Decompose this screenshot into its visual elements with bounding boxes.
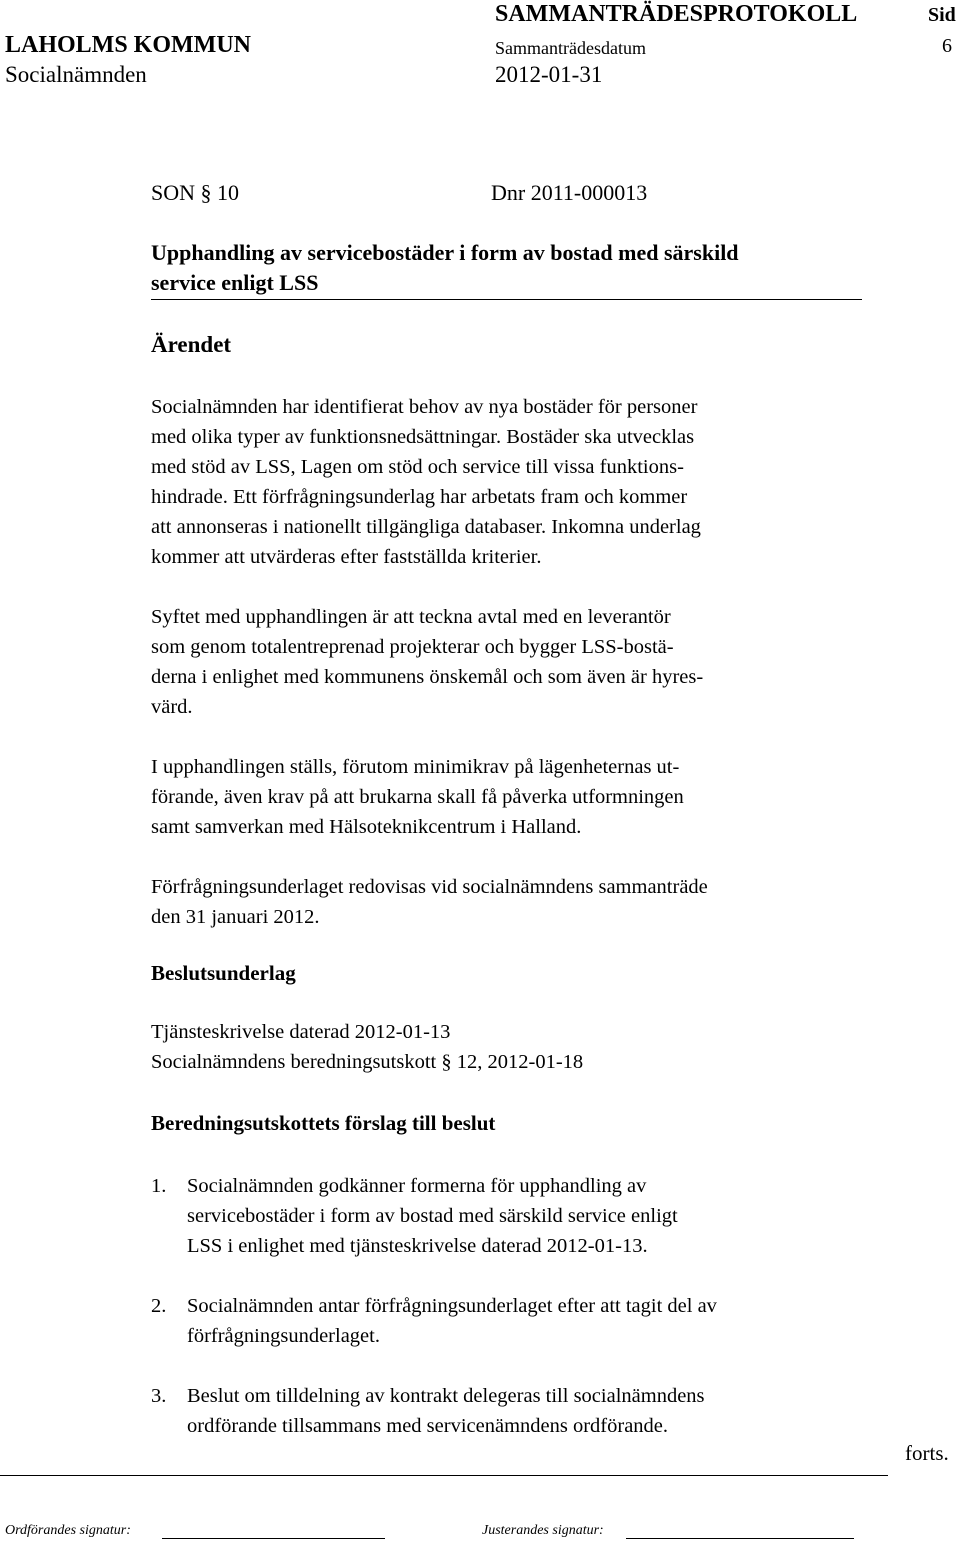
text-line: I upphandlingen ställs, förutom minimikrav på lägenheternas ut- [151, 756, 680, 778]
footer-rule [0, 1475, 888, 1476]
title-underline [151, 299, 862, 300]
text-line: förande, även krav på att brukarna skall få påverka utformningen [151, 786, 684, 808]
chair-signature-line [162, 1538, 385, 1539]
case-number: SON § 10 [151, 180, 240, 205]
chair-signature-label: Ordförandes signatur: [5, 1523, 131, 1538]
beslutsunderlag-line-2: Socialnämndens beredningsutskott § 12, 2012-01-18 [151, 1051, 584, 1073]
text-line: Förfrågningsunderlaget redovisas vid socialnämndens sammanträde [151, 876, 708, 898]
adjuster-signature-line [626, 1538, 854, 1539]
text-line: samt samverkan med Hälsoteknikcentrum i Halland. [151, 816, 582, 838]
text-line: Syftet med upphandlingen är att teckna avtal med en leverantör [151, 606, 671, 628]
text-line: den 31 januari 2012. [151, 906, 320, 928]
date-label: Sammanträdesdatum [495, 38, 646, 58]
arendet-paragraph-1 [151, 392, 860, 572]
text-line: ordförande tillsammans med servicenämndens ordförande. [187, 1415, 669, 1437]
item-number: 2. [151, 1295, 167, 1317]
arendet-paragraph-3 [151, 752, 860, 842]
decision-item-2 [151, 1291, 860, 1351]
text-line: med olika typer av funktionsnedsättningar. Bostäder ska utvecklas [151, 426, 695, 448]
adjuster-signature-label: Justerandes signatur: [482, 1523, 604, 1538]
text-line: med stöd av LSS, Lagen om stöd och service till vissa funktions- [151, 456, 684, 478]
forslag-heading: Beredningsutskottets förslag till beslut [151, 1111, 496, 1135]
item-number: 3. [151, 1385, 167, 1407]
continued-marker: forts. [905, 1441, 949, 1465]
item-number: 1. [151, 1175, 167, 1197]
committee-name: Socialnämnden [5, 62, 147, 87]
arendet-paragraph-2 [151, 602, 860, 722]
text-line: Socialnämnden antar förfrågningsunderlaget efter att tagit del av [187, 1295, 717, 1317]
sid-label: Sid [928, 4, 956, 26]
text-line: förfrågningsunderlaget. [187, 1325, 380, 1347]
beslutsunderlag-line-1: Tjänsteskrivelse daterad 2012-01-13 [151, 1021, 451, 1043]
decision-item-1 [151, 1171, 860, 1261]
text-line: kommer att utvärderas efter fastställda kriterier. [151, 546, 542, 568]
page-number: 6 [942, 35, 952, 57]
arendet-heading: Ärendet [151, 332, 232, 357]
beslutsunderlag-heading: Beslutsunderlag [151, 961, 296, 985]
text-line: Socialnämnden har identifierat behov av nya bostäder för personer [151, 396, 698, 418]
text-line: LSS i enlighet med tjänsteskrivelse daterad 2012-01-13. [187, 1235, 648, 1257]
text-line: värd. [151, 696, 193, 718]
meeting-date: 2012-01-31 [495, 62, 603, 87]
text-line: hindrade. Ett förfrågningsunderlag har arbetats fram och kommer [151, 486, 688, 508]
text-line: servicebostäder i form av bostad med särskild service enligt [187, 1205, 678, 1227]
decision-item-3 [151, 1381, 860, 1441]
text-line: som genom totalentreprenad projekterar och bygger LSS-bostä- [151, 636, 674, 658]
text-line: att annonseras i nationellt tillgängliga databaser. Inkomna underlag [151, 516, 701, 538]
case-dnr: Dnr 2011-000013 [491, 180, 648, 205]
text-line: Beslut om tilldelning av kontrakt delegeras till socialnämndens [187, 1385, 705, 1407]
case-title-line2: service enligt LSS [151, 270, 319, 295]
text-line: Socialnämnden godkänner formerna för upphandling av [187, 1175, 647, 1197]
text-line: derna i enlighet med kommunens önskemål och som även är hyres- [151, 666, 704, 688]
case-title-line1: Upphandling av servicebostäder i form av bostad med särskild [151, 240, 739, 265]
arendet-paragraph-4 [151, 872, 860, 932]
protocol-title: SAMMANTRÄDESPROTOKOLL [495, 1, 858, 27]
municipality-name: LAHOLMS KOMMUN [5, 32, 251, 58]
